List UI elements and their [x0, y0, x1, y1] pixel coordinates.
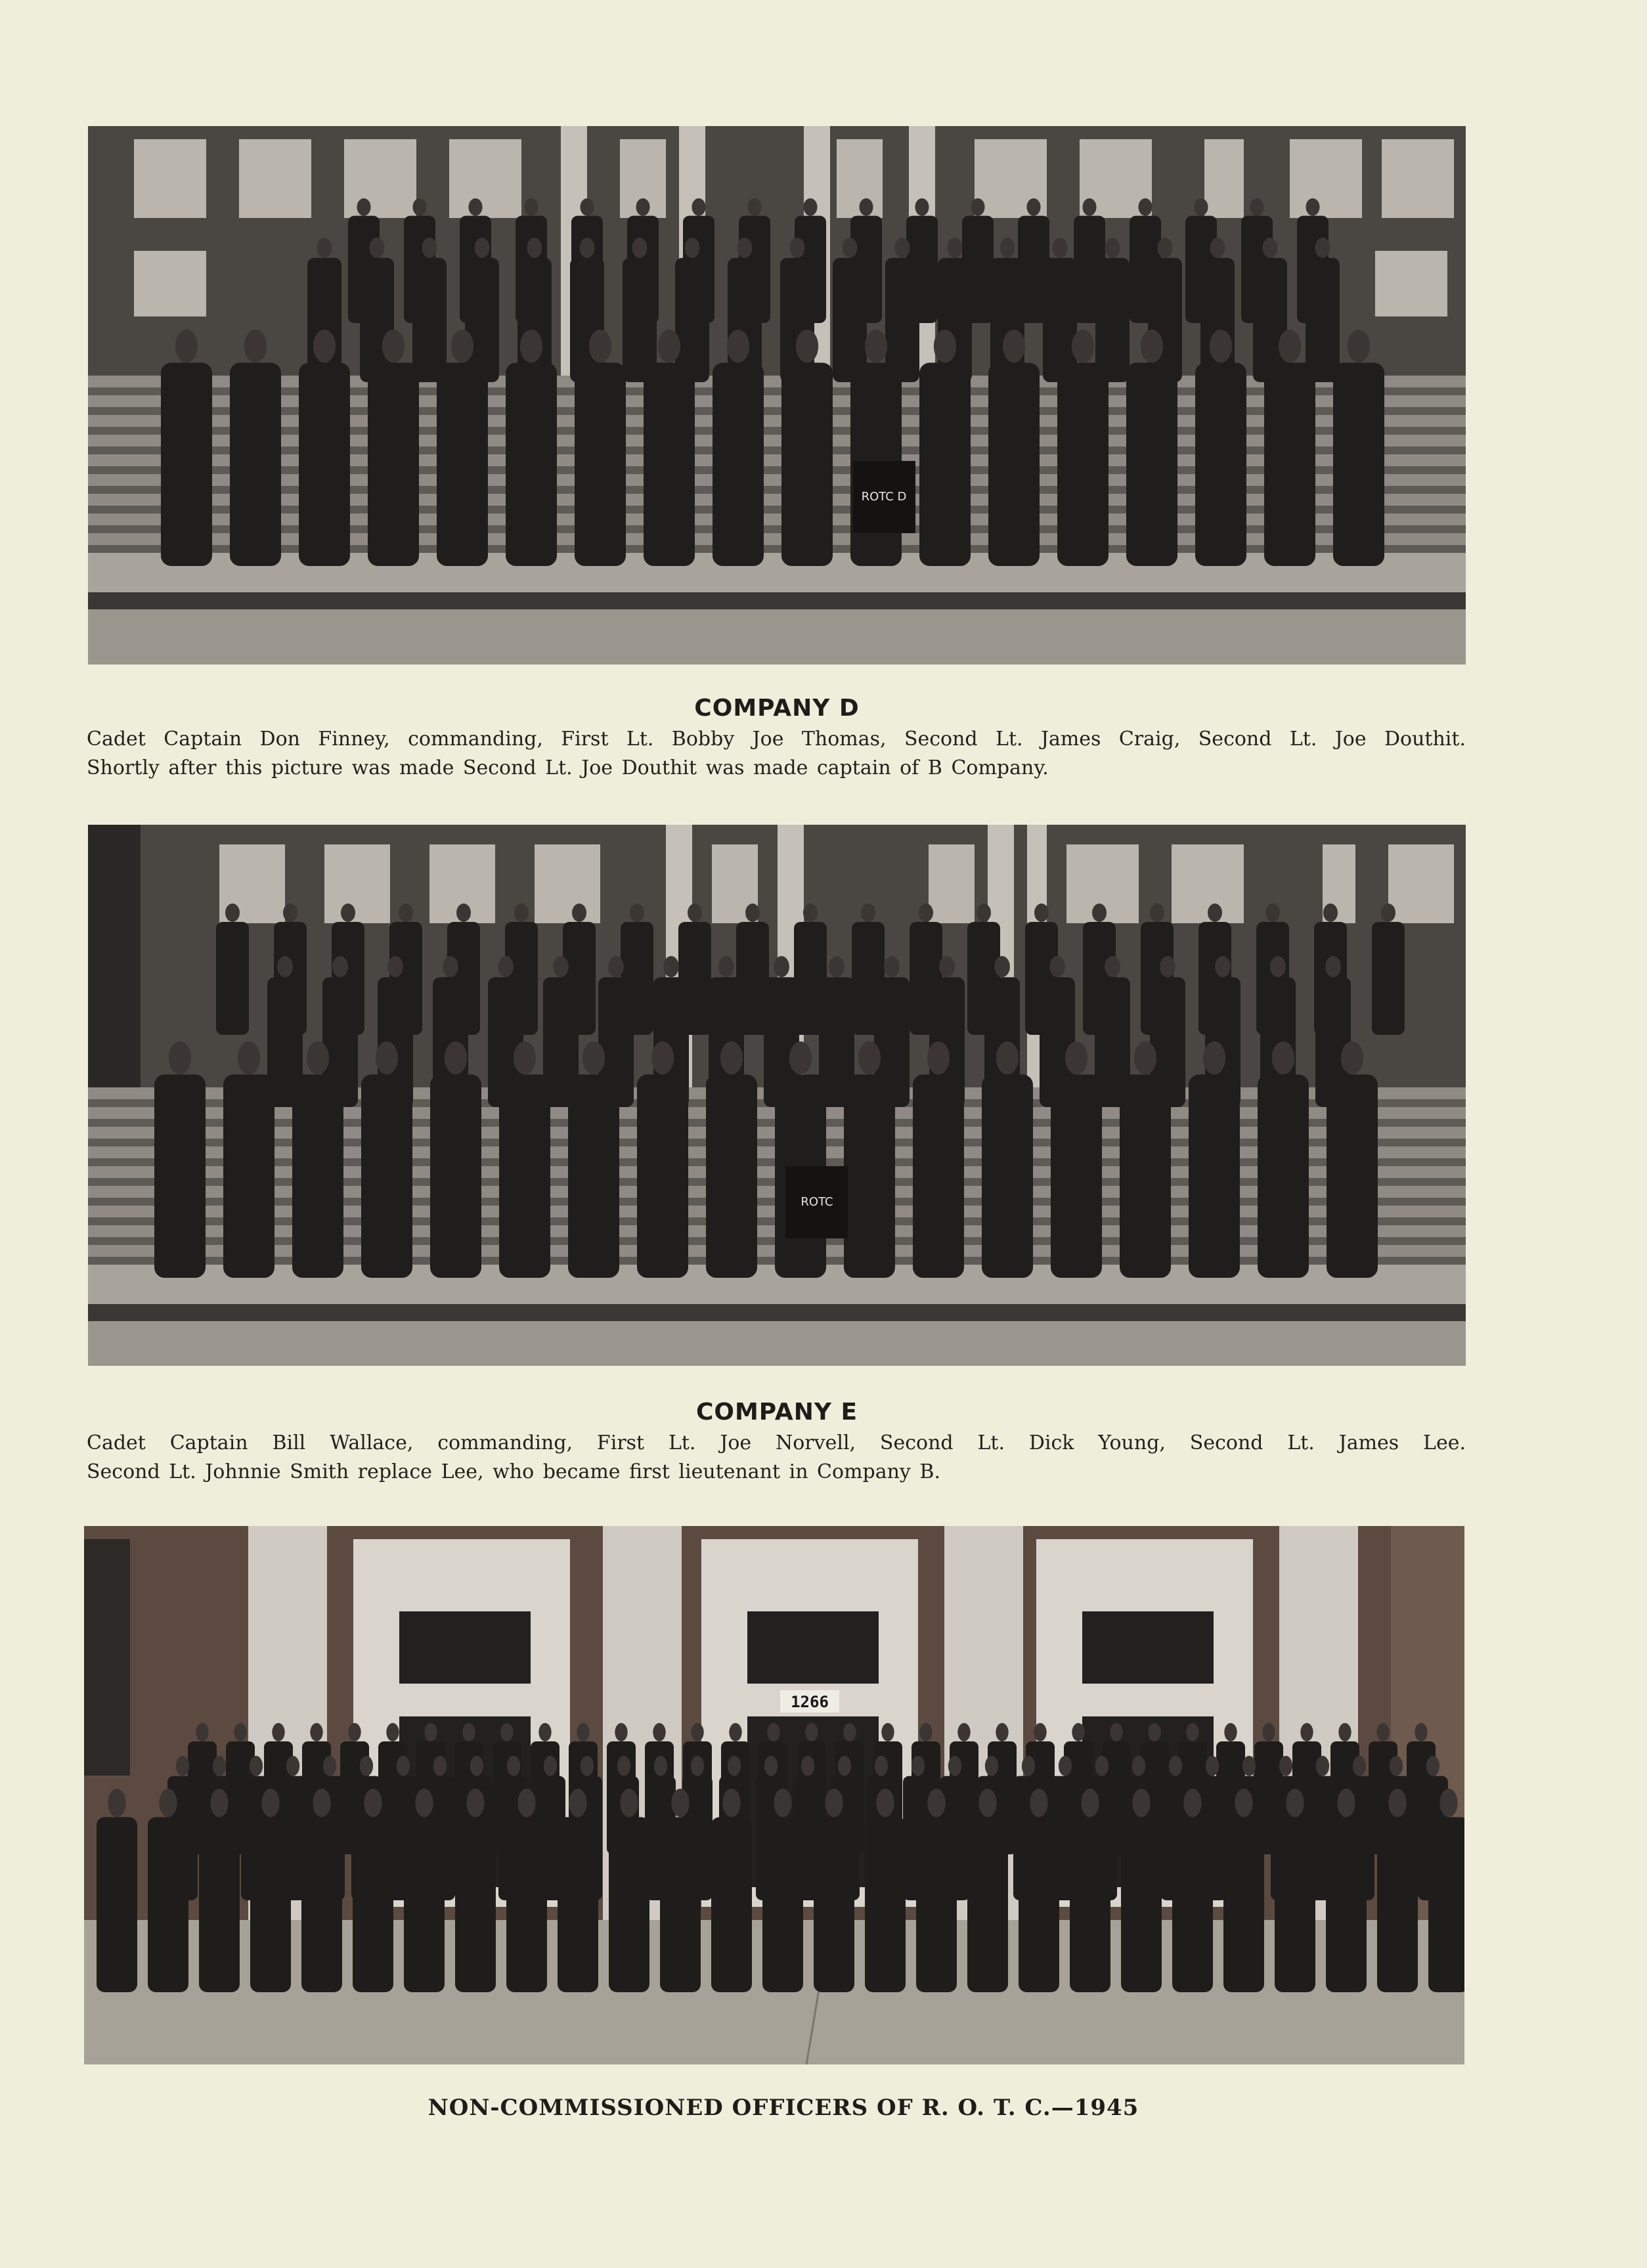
nco-group-photo — [84, 1526, 1464, 2064]
company-d-caption-line-2: Shortly after this picture was made Second Lt. Joe Douthit was made captain of B Company. — [87, 756, 1049, 779]
company-e-photo — [88, 825, 1466, 1366]
company-d-title: COMPANY D — [694, 695, 860, 722]
company-d-photo-image — [88, 126, 1466, 665]
company-e-caption-line-2: Second Lt. Johnnie Smith replace Lee, who became first lieutenant in Company B. — [87, 1460, 941, 1483]
company-d-caption-line-1: Cadet Captain Don Finney, commanding, First Lt. Bobby Joe Thomas, Second Lt. James Craig, Second Lt. Joe Douthit. — [87, 728, 1466, 751]
company-e-photo-image — [88, 825, 1466, 1366]
company-e-title: COMPANY E — [695, 1399, 858, 1426]
nco-group-photo-image — [84, 1526, 1464, 2064]
door-number: 1266 — [791, 1693, 829, 1711]
company-e-flag-text: ROTC — [801, 1195, 833, 1209]
company-e-caption-line-1: Cadet Captain Bill Wallace, commanding, First Lt. Joe Norvell, Second Lt. Dick Young, Second Lt. James Lee. — [87, 1431, 1466, 1454]
company-d-flag-text: ROTC D — [861, 490, 907, 504]
footer-title: NON-COMMISSIONED OFFICERS OF R. O. T. C.—1945 — [428, 2095, 1139, 2121]
company-d-photo — [88, 126, 1466, 665]
